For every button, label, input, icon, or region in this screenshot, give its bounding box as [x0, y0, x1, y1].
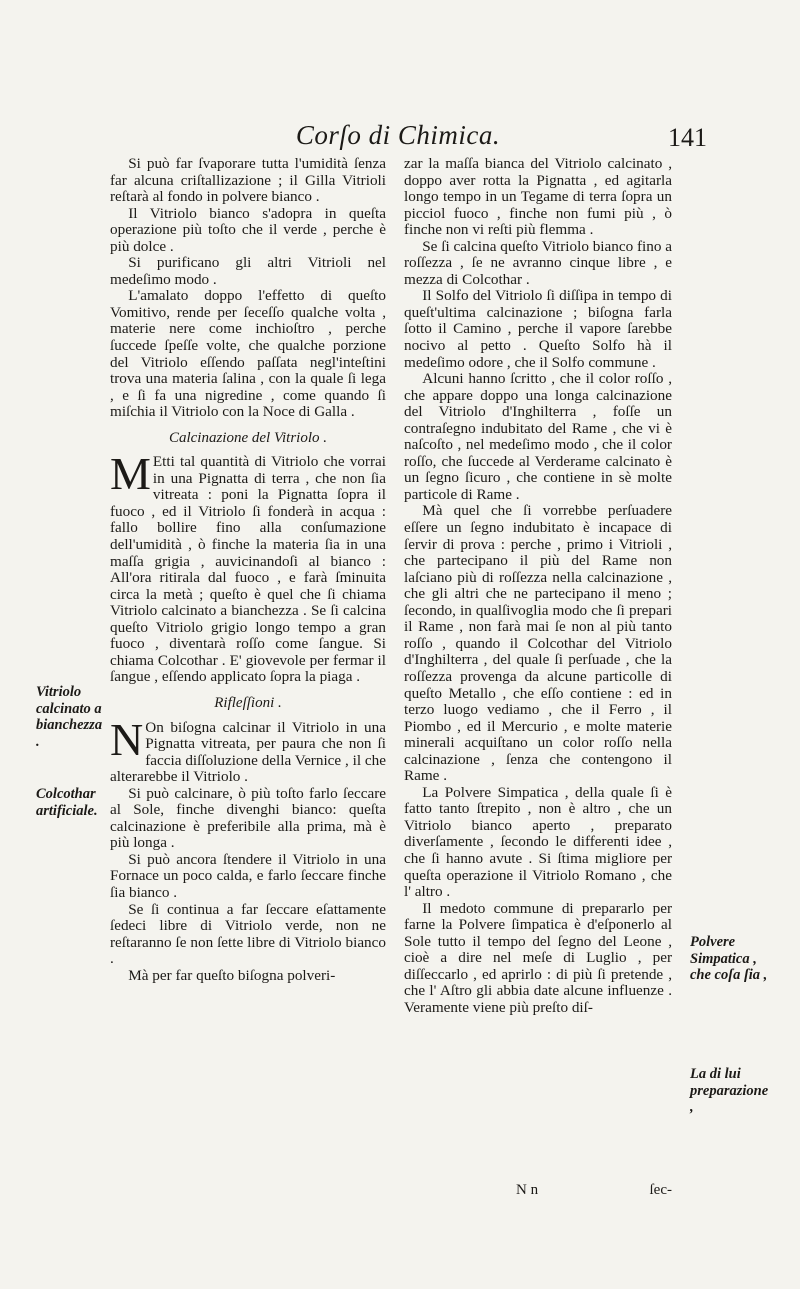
paragraph	[110, 448, 386, 686]
signature-mark: N n	[516, 1182, 539, 1198]
left-column	[110, 156, 386, 984]
paragraph: Il medoto commune di prepararlo per farne la Polvere ſimpatica è d'eſponerlo al Sole tutto il tempo del ſegno del Leone , cioè a dire nel meſe di Luglio , per diſſeccarlo , ed aprirlo : di più ſi pretende , che l' Aſtro gli abbia date alcune influenze . Veramente viene più preſto diſ-	[404, 899, 672, 1016]
margin-note-polvere-simpatica: Polvere Simpatica , che coſa ſia ,	[690, 934, 768, 984]
paragraph-text: On biſogna calcinar il Vitriolo in una Pignatta vitreata, per paura che non ſi faccia diſſoluzione della Vernice , il che alterarebbe il Vitriolo .	[110, 718, 386, 786]
paragraph: Mà per far queſto biſogna polveri-	[128, 966, 336, 984]
page-header	[0, 118, 800, 158]
paragraph-text: Etti tal quantità di Vitriolo che vorrai in una Pignatta di terra , che non ſia vitreata : poni la Pignatta ſopra il fuoco , ed il Vitriolo ſi fonderà in acqua : fallo bollire fino alla conſumazione dell'umidità , ò finche la materia ſia in una maſſa grigia , auvicinandoſi al bianco : All'ora ritirala dal fuoco , e farà ſminuita circa la metà ; queſto è quel che ſi chiama Vitriolo calcinato a bianchezza . Se ſi calcina queſto Vitriolo grigio longo tempo a gran fuoco , diventarà roſſo come ſangue. Si chiama Colcothar . E' giovevole per fermar il ſangue , eſſendo applicato ſopra la piaga .	[110, 453, 386, 686]
paragraph: Si purificano gli altri Vitrioli nel medeſimo modo .	[110, 254, 386, 288]
paragraph: Si può calcinare, ò più toſto farlo ſeccare al Sole, finche divenghi bianco: queſta calcinazione è preferibile alla prima, mà è più longa .	[110, 784, 386, 852]
paragraph: Mà quel che ſi vorrebbe perſuadere eſſere un ſegno indubitato è incapace di ſervir di prova : perche , primo i Vitrioli , che partecipano il più del Rame non laſciano più di roſſezza nella calcinazione , che gli altri che ne partecipano il meno ; ſecondo, in qualſivoglia modo che ſi prepari il Rame , non farà mai ſe non al più tanto roſſo , quando il Colcothar del Vitriolo d'Inghilterra , del quale ſi perſuade , che la roſſezza provenga da alcune particolle di queſto Metallo , che eſſo contiene : ed in terzo luogo vediamo , che il Ferro , il Piombo , ed il Mercurio , e molte materie minerali acquiſtano un color roſſo nella calcinazione , ſenza che contengono il Rame .	[404, 502, 672, 785]
right-column	[404, 156, 672, 1016]
paragraph: Alcuni hanno ſcritto , che il color roſſo , che appare doppo una longa calcinazione del Vitriolo d'Inghilterra , foſſe un contraſegno indubitato del Rame , che vi è naſcoſto , nel medeſimo modo , che il color roſſo, che ſuccede al Verderame calcinato è un ſegno ſicuro , che contiene in sè molte particole di Rame .	[404, 370, 672, 503]
margin-note-preparazione: La di lui preparazione ,	[690, 1066, 769, 1116]
paragraph: La Polvere Simpatica , della quale ſi è fatto tanto ſtrepito , non è altro , che un Vitriolo bianco aperto , preparato diverſamente , ſecondo le differenti idee , che ſi hanno avute . Si ſtima migliore per queſta operazione il Vitriolo Romano , che l' altro .	[404, 783, 672, 901]
paragraph: Se ſi calcina queſto Vitriolo bianco fino a roſſezza , ſe ne avranno cinque libre , e mezza di Colcothar .	[404, 237, 672, 288]
margin-note-colcothar: Colcothar artificiale.	[36, 786, 98, 819]
running-title: Corſo di Chimica.	[295, 120, 501, 150]
page-footer	[404, 1182, 672, 1200]
section-heading: Calcinazione del Vitriolo .	[168, 429, 328, 446]
catchword: ſec-	[649, 1182, 672, 1198]
paragraph: Si può far ſvaporare tutta l'umidità ſenza far alcuna criſtallizazione ; il Gilla Vitrioli reſtarà al fondo in polvere bianco .	[110, 155, 386, 206]
drop-cap: M	[110, 448, 151, 500]
paragraph: Si può ancora ſtendere il Vitriolo in una Fornace un poco calda, e farlo ſeccare finche ſia bianco .	[110, 850, 386, 901]
drop-cap: N	[110, 713, 144, 765]
page-number: 141	[668, 123, 707, 152]
paragraph: Il Solfo del Vitriolo ſi diſſipa in tempo di queſt'ultima calcinazione ; biſogna farla ſotto il Camino , perche il vapore ſarebbe nocivo al petto . Queſto Solfo hà il medeſimo odore , che il Solfo commune .	[404, 287, 672, 371]
paragraph	[110, 713, 386, 786]
section-heading: Rifleſſioni .	[214, 694, 282, 711]
paragraph: zar la maſſa bianca del Vitriolo calcinato , doppo aver rotta la Pignatta , ed agitarla longo tempo in un Tegame di terra ſopra un picciol fuoco , finche non fumi più , ò finche non vi reſti più flemma .	[404, 155, 672, 239]
paragraph: L'amalato doppo l'effetto di queſto Vomitivo, rende per ſeceſſo qualche volta , materie nere come inchioſtro , perche ſuccede ſpeſſe volte, che qualche porzione del Vitriolo eſſendo paſſata negl'inteſtini trova una materia ſalina , con la quale ſi lega , e ſi fa una nigredine , come quando ſi miſchia il Vitriolo con la Noce di Galla .	[110, 287, 386, 421]
paragraph: Se ſi continua a far ſeccare eſattamente ſedeci libre di Vitriolo verde, non ne reſtaranno ſe non ſette libre di Vitriolo bianco .	[110, 900, 386, 968]
margin-note-vitriolo-calcinato: Vitriolo calcinato a bianchezza .	[36, 684, 103, 750]
paragraph: Il Vitriolo bianco s'adopra in queſta operazione più toſto che il verde , perche è più dolce .	[110, 204, 386, 255]
